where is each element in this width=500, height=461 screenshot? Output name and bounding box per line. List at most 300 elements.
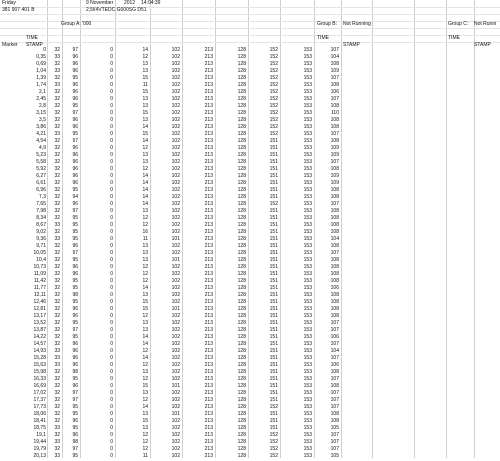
table-cell: 102 (171, 68, 180, 74)
table-cell: 151 (269, 369, 278, 375)
table-cell: 97 (72, 138, 78, 144)
table-cell: 32 (54, 187, 60, 193)
table-cell: 0 (110, 89, 113, 95)
table-cell: 213 (204, 292, 213, 298)
table-cell: 128 (237, 411, 246, 417)
table-cell: 152 (269, 96, 278, 102)
table-cell: 11 (142, 453, 148, 459)
table-cell: 102 (171, 404, 180, 410)
table-cell: 151 (269, 390, 278, 396)
table-cell: 152 (269, 110, 278, 116)
table-cell: 95 (72, 411, 78, 417)
table-cell: 12 (142, 439, 148, 445)
table-cell: 108 (330, 194, 339, 200)
table-cell: 0 (110, 299, 113, 305)
table-cell: 95 (72, 320, 78, 326)
table-cell: 102 (171, 271, 180, 277)
table-cell: 213 (204, 446, 213, 452)
table-cell: 153 (303, 89, 312, 95)
table-cell: 32 (54, 397, 60, 403)
table-cell: 153 (303, 194, 312, 200)
table-cell: 102 (171, 54, 180, 60)
table-cell: 15 (142, 89, 148, 95)
table-cell: 0 (110, 96, 113, 102)
table-cell: 0 (110, 82, 113, 88)
table-cell: 13 (142, 250, 148, 256)
table-cell: 33 (54, 425, 60, 431)
table-cell: 95 (72, 334, 78, 340)
table-cell: 13 (142, 103, 148, 109)
table-cell: 128 (237, 390, 246, 396)
table-cell: 153 (303, 355, 312, 361)
table-cell: 32 (54, 320, 60, 326)
table-cell: 128 (237, 236, 246, 242)
table-cell: 6,96 (36, 187, 46, 193)
table-cell: 152 (269, 75, 278, 81)
table-cell: 32 (54, 138, 60, 144)
table-cell: 95 (72, 453, 78, 459)
table-cell: 108 (330, 208, 339, 214)
table-cell: 213 (204, 61, 213, 67)
table-cell: 151 (269, 313, 278, 319)
grid-line (0, 28, 500, 29)
table-cell: 213 (204, 103, 213, 109)
table-cell: 14 (142, 334, 148, 340)
table-cell: 32 (54, 124, 60, 130)
table-cell: 151 (269, 180, 278, 186)
table-cell: 153 (303, 411, 312, 417)
table-cell: 213 (204, 173, 213, 179)
table-cell: 152 (269, 404, 278, 410)
time-label: 14:04:39 (141, 0, 161, 6)
table-cell: 108 (330, 299, 339, 305)
table-cell: 0 (110, 341, 113, 347)
table-cell: 153 (303, 236, 312, 242)
table-cell: 19,79 (33, 446, 46, 452)
table-cell: 32 (54, 432, 60, 438)
table-cell: 96 (72, 124, 78, 130)
table-cell: 0 (110, 411, 113, 417)
table-cell: 108 (330, 411, 339, 417)
table-cell: 0 (110, 369, 113, 375)
table-cell: 13 (142, 243, 148, 249)
table-cell: 0 (110, 383, 113, 389)
table-cell: 153 (303, 145, 312, 151)
table-cell: 104 (330, 54, 339, 60)
table-cell: 102 (171, 82, 180, 88)
table-cell: 96 (72, 152, 78, 158)
table-cell: 102 (171, 439, 180, 445)
table-cell: 102 (171, 243, 180, 249)
table-cell: 128 (237, 271, 246, 277)
table-cell: 153 (303, 208, 312, 214)
table-cell: 0 (110, 271, 113, 277)
table-cell: 32 (54, 152, 60, 158)
table-cell: 152 (269, 432, 278, 438)
table-cell: 102 (171, 131, 180, 137)
table-cell: 5,23 (36, 152, 46, 158)
table-cell: 213 (204, 306, 213, 312)
table-cell: 128 (237, 306, 246, 312)
table-cell: 213 (204, 145, 213, 151)
table-cell: 151 (269, 278, 278, 284)
table-cell: 102 (171, 96, 180, 102)
table-cell: 151 (269, 173, 278, 179)
table-cell: 151 (269, 397, 278, 403)
table-cell: 128 (237, 362, 246, 368)
table-cell: 102 (171, 264, 180, 270)
table-cell: 213 (204, 376, 213, 382)
table-cell: 0 (110, 278, 113, 284)
table-cell: 12 (142, 54, 148, 60)
table-cell: 108 (330, 61, 339, 67)
table-cell: 14 (142, 47, 148, 53)
table-cell: 101 (171, 411, 180, 417)
table-cell: 9,02 (36, 229, 46, 235)
table-cell: 102 (171, 145, 180, 151)
table-cell: 213 (204, 166, 213, 172)
table-cell: 0 (110, 404, 113, 410)
table-cell: 102 (171, 390, 180, 396)
table-cell: 12 (142, 446, 148, 452)
table-cell: 151 (269, 271, 278, 277)
table-cell: 153 (303, 68, 312, 74)
table-cell: 109 (330, 180, 339, 186)
table-cell: 151 (269, 292, 278, 298)
table-cell: 213 (204, 411, 213, 417)
table-cell: 108 (330, 264, 339, 270)
table-cell: 102 (171, 180, 180, 186)
table-cell: 33 (54, 54, 60, 60)
table-cell: 151 (269, 145, 278, 151)
table-cell: 32 (54, 201, 60, 207)
table-cell: 102 (171, 278, 180, 284)
table-cell: 128 (237, 439, 246, 445)
table-cell: 13 (142, 152, 148, 158)
table-cell: 12 (142, 222, 148, 228)
table-cell: 151 (269, 320, 278, 326)
table-cell: 153 (303, 306, 312, 312)
table-cell: 0,35 (36, 54, 46, 60)
table-cell: 128 (237, 75, 246, 81)
table-cell: 213 (204, 355, 213, 361)
table-cell: 97 (72, 446, 78, 452)
table-cell: 7,65 (36, 201, 46, 207)
table-cell: 1,74 (36, 82, 46, 88)
table-cell: 32 (54, 446, 60, 452)
table-cell: 104 (330, 236, 339, 242)
table-cell: 108 (330, 229, 339, 235)
table-cell: 213 (204, 215, 213, 221)
table-cell: 128 (237, 278, 246, 284)
table-cell: 96 (72, 159, 78, 165)
table-cell: 152 (269, 439, 278, 445)
table-cell: 0 (110, 138, 113, 144)
table-cell: 18,75 (33, 425, 46, 431)
table-cell: 98 (72, 369, 78, 375)
table-cell: 102 (171, 313, 180, 319)
table-cell: 213 (204, 334, 213, 340)
table-cell: 14 (142, 201, 148, 207)
table-cell: 153 (303, 313, 312, 319)
table-cell: 0 (110, 285, 113, 291)
table-cell: 101 (171, 257, 180, 263)
table-cell: 32 (54, 264, 60, 270)
table-cell: 32 (54, 229, 60, 235)
table-cell: 32 (54, 327, 60, 333)
table-cell: 0 (110, 145, 113, 151)
table-cell: 128 (237, 257, 246, 263)
table-cell: 128 (237, 243, 246, 249)
table-cell: 2,1 (39, 89, 46, 95)
table-cell: 128 (237, 68, 246, 74)
table-cell: 128 (237, 313, 246, 319)
table-cell: 101 (171, 236, 180, 242)
table-cell: 153 (303, 173, 312, 179)
table-cell: 213 (204, 180, 213, 186)
table-cell: 0 (110, 355, 113, 361)
table-cell: 13 (142, 68, 148, 74)
table-cell: 13 (142, 257, 148, 263)
table-cell: 107 (330, 397, 339, 403)
table-cell: 11 (142, 236, 148, 242)
table-cell: 33 (54, 439, 60, 445)
table-cell: 213 (204, 397, 213, 403)
table-cell: 33 (54, 68, 60, 74)
table-cell: 151 (269, 306, 278, 312)
group-c-value: Not Runni (474, 21, 497, 27)
table-cell: 128 (237, 215, 246, 221)
table-cell: 0 (43, 47, 46, 53)
table-cell: 12 (142, 145, 148, 151)
table-cell: 108 (330, 278, 339, 284)
table-cell: 152 (269, 61, 278, 67)
table-cell: 13 (142, 369, 148, 375)
table-cell: 102 (171, 187, 180, 193)
table-cell: 153 (303, 439, 312, 445)
table-cell: 0 (110, 54, 113, 60)
table-cell: 10,05 (33, 250, 46, 256)
table-cell: 95 (72, 131, 78, 137)
table-cell: 15 (142, 131, 148, 137)
table-cell: 107 (330, 201, 339, 207)
table-cell: 0 (110, 194, 113, 200)
table-cell: 13,17 (33, 313, 46, 319)
table-cell: 128 (237, 201, 246, 207)
table-cell: 102 (171, 159, 180, 165)
table-cell: 107 (330, 250, 339, 256)
table-cell: 15 (142, 383, 148, 389)
table-cell: 151 (269, 299, 278, 305)
table-cell: 107 (330, 75, 339, 81)
table-cell: 151 (269, 285, 278, 291)
table-cell: 0 (110, 68, 113, 74)
table-cell: 96 (72, 89, 78, 95)
table-cell: 107 (330, 131, 339, 137)
table-cell: 32 (54, 194, 60, 200)
table-cell: 95 (72, 215, 78, 221)
table-cell: 32 (54, 159, 60, 165)
table-cell: 128 (237, 194, 246, 200)
table-cell: 101 (171, 306, 180, 312)
table-cell: 0 (110, 201, 113, 207)
table-cell: 33 (54, 453, 60, 459)
table-cell: 94 (72, 194, 78, 200)
table-cell: 15 (142, 75, 148, 81)
table-cell: 108 (330, 383, 339, 389)
table-cell: 13 (142, 390, 148, 396)
table-cell: 102 (171, 250, 180, 256)
table-cell: 0 (110, 432, 113, 438)
table-cell: 107 (330, 159, 339, 165)
table-cell: 153 (303, 124, 312, 130)
table-cell: 128 (237, 348, 246, 354)
table-cell: 102 (171, 446, 180, 452)
table-cell: 4,54 (36, 138, 46, 144)
table-cell: 0 (110, 180, 113, 186)
time-header-b: TIME (317, 35, 329, 41)
table-cell: 95 (72, 103, 78, 109)
table-cell: 32 (54, 166, 60, 172)
table-cell: 8,34 (36, 215, 46, 221)
table-cell: 107 (330, 432, 339, 438)
table-cell: 213 (204, 439, 213, 445)
table-cell: 0 (110, 124, 113, 130)
table-cell: 32 (54, 411, 60, 417)
table-cell: 96 (72, 166, 78, 172)
table-cell: 153 (303, 327, 312, 333)
table-cell: 153 (303, 278, 312, 284)
table-cell: 96 (72, 418, 78, 424)
table-cell: 95 (72, 222, 78, 228)
table-cell: 128 (237, 229, 246, 235)
table-cell: 153 (303, 243, 312, 249)
table-cell: 153 (303, 453, 312, 459)
table-cell: 151 (269, 208, 278, 214)
table-cell: 108 (330, 103, 339, 109)
table-cell: 15 (142, 299, 148, 305)
table-cell: 153 (303, 61, 312, 67)
table-cell: 32 (54, 257, 60, 263)
table-cell: 153 (303, 383, 312, 389)
table-cell: 96 (72, 383, 78, 389)
table-cell: 152 (269, 131, 278, 137)
table-cell: 106 (330, 89, 339, 95)
table-cell: 32 (54, 418, 60, 424)
table-cell: 152 (269, 68, 278, 74)
table-cell: 6,61 (36, 180, 46, 186)
table-cell: 107 (330, 320, 339, 326)
table-cell: 97 (72, 397, 78, 403)
table-cell: 11,42 (33, 278, 46, 284)
table-cell: 108 (330, 82, 339, 88)
table-cell: 107 (330, 96, 339, 102)
table-cell: 128 (237, 264, 246, 270)
table-cell: 152 (269, 201, 278, 207)
table-cell: 128 (237, 334, 246, 340)
table-cell: 152 (269, 103, 278, 109)
table-cell: 213 (204, 404, 213, 410)
table-cell: 128 (237, 446, 246, 452)
table-cell: 96 (72, 313, 78, 319)
table-cell: 128 (237, 145, 246, 151)
table-cell: 153 (303, 432, 312, 438)
table-cell: 0 (110, 131, 113, 137)
table-cell: 153 (303, 229, 312, 235)
table-cell: 32 (54, 173, 60, 179)
table-cell: 213 (204, 152, 213, 158)
table-cell: 213 (204, 187, 213, 193)
table-cell: 32 (54, 376, 60, 382)
table-cell: 96 (72, 68, 78, 74)
table-cell: 10,4 (36, 257, 46, 263)
table-cell: 213 (204, 110, 213, 116)
table-cell: 153 (303, 138, 312, 144)
table-cell: 102 (171, 369, 180, 375)
table-cell: 10,73 (33, 264, 46, 270)
table-cell: 153 (303, 152, 312, 158)
table-cell: 108 (330, 306, 339, 312)
table-cell: 15,28 (33, 355, 46, 361)
table-cell: 0 (110, 327, 113, 333)
table-cell: 128 (237, 61, 246, 67)
table-cell: 33 (54, 222, 60, 228)
table-cell: 0 (110, 418, 113, 424)
table-cell: 151 (269, 355, 278, 361)
table-cell: 98 (72, 292, 78, 298)
table-cell: 32 (54, 271, 60, 277)
table-cell: 19,1 (36, 432, 46, 438)
table-cell: 0 (110, 446, 113, 452)
table-cell: 0 (110, 152, 113, 158)
table-cell: 95 (72, 425, 78, 431)
table-cell: 106 (330, 334, 339, 340)
table-cell: 153 (303, 348, 312, 354)
table-cell: 153 (303, 418, 312, 424)
table-cell: 3,15 (36, 110, 46, 116)
table-cell: 1,04 (36, 68, 46, 74)
stamp-header-b: STAMP (343, 42, 360, 48)
table-cell: 0 (110, 61, 113, 67)
table-cell: 95 (72, 285, 78, 291)
table-cell: 151 (269, 236, 278, 242)
table-cell: 5,92 (36, 166, 46, 172)
table-cell: 213 (204, 432, 213, 438)
table-cell: 12,46 (33, 299, 46, 305)
table-cell: 151 (269, 418, 278, 424)
table-cell: 32 (54, 117, 60, 123)
table-cell: 102 (171, 292, 180, 298)
table-cell: 107 (330, 376, 339, 382)
table-cell: 128 (237, 320, 246, 326)
table-cell: 213 (204, 320, 213, 326)
table-cell: 102 (171, 397, 180, 403)
table-cell: 213 (204, 243, 213, 249)
table-cell: 128 (237, 432, 246, 438)
table-cell: 153 (303, 117, 312, 123)
table-cell: 0 (110, 453, 113, 459)
table-cell: 0 (110, 215, 113, 221)
table-cell: 213 (204, 201, 213, 207)
table-cell: 12 (142, 432, 148, 438)
table-cell: 16,33 (33, 376, 46, 382)
table-cell: 95 (72, 404, 78, 410)
table-cell: 107 (330, 446, 339, 452)
table-cell: 102 (171, 285, 180, 291)
table-cell: 2,45 (36, 96, 46, 102)
grid-line (0, 7, 500, 8)
table-cell: 108 (330, 257, 339, 263)
